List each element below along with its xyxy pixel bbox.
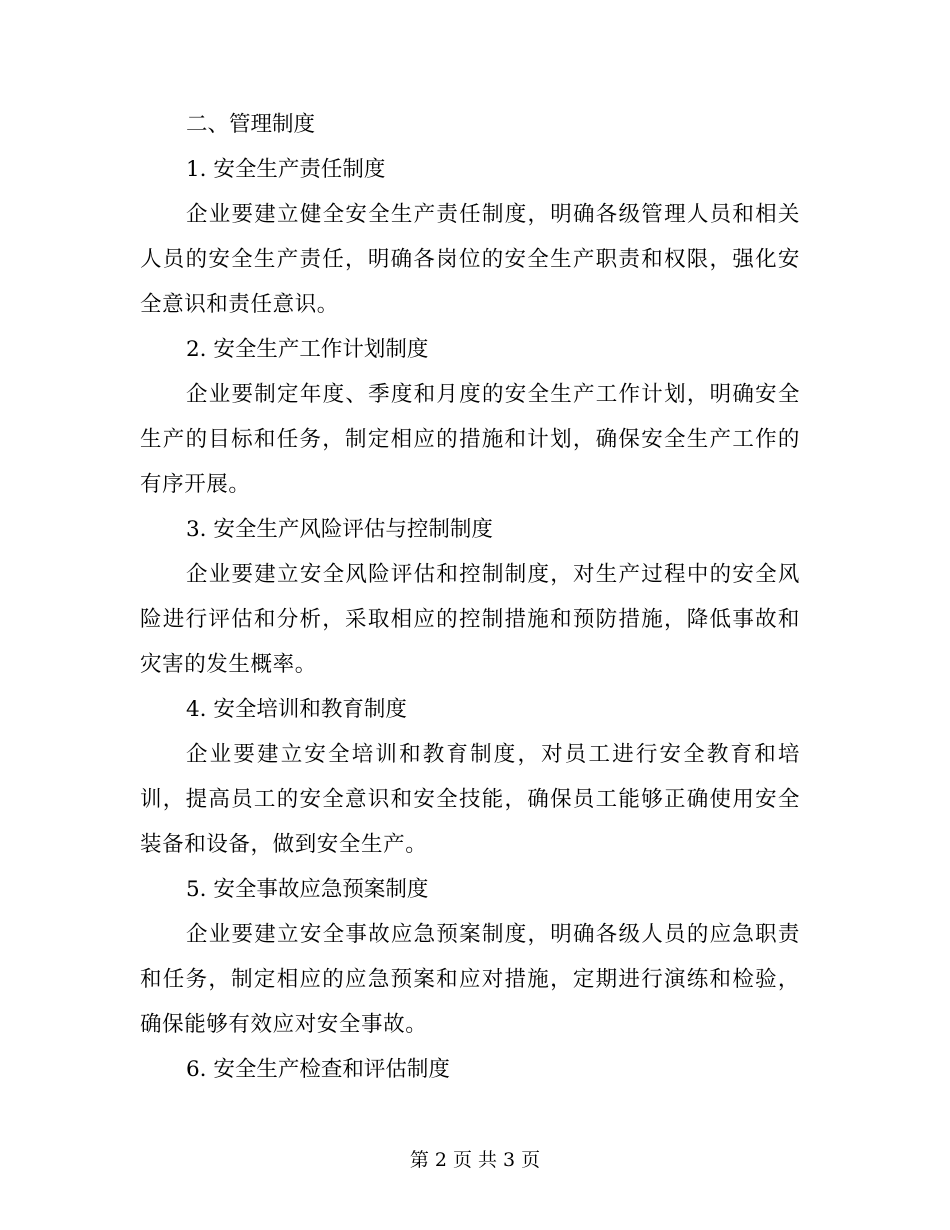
- item-paragraph: 企业要建立健全安全生产责任制度，明确各级管理人员和相关人员的安全生产责任，明确各岗位的安全生产职责和权限，强化安全意识和责任意识。: [140, 202, 800, 317]
- page-number-footer: 第 2 页 共 3 页: [409, 1149, 541, 1171]
- section-title: 二、管理制度: [186, 112, 316, 137]
- item-paragraph: 企业要建立安全培训和教育制度，对员工进行安全教育和培训，提高员工的安全意识和安全技能，确保员工能够正确使用安全装备和设备，做到安全生产。: [140, 742, 800, 857]
- item-paragraph: 企业要建立安全事故应急预案制度，明确各级人员的应急职责和任务，制定相应的应急预案和应对措施，定期进行演练和检验，确保能够有效应对安全事故。: [140, 922, 800, 1037]
- item-heading: 6. 安全生产检查和评估制度: [186, 1057, 450, 1082]
- item-heading: 2. 安全生产工作计划制度: [186, 337, 429, 362]
- document-body: [140, 102, 800, 1092]
- item-paragraph: 企业要制定年度、季度和月度的安全生产工作计划，明确安全生产的目标和任务，制定相应的措施和计划，确保安全生产工作的有序开展。: [140, 382, 800, 497]
- item-paragraph: 企业要建立安全风险评估和控制制度，对生产过程中的安全风险进行评估和分析，采取相应的控制措施和预防措施，降低事故和灾害的发生概率。: [140, 562, 800, 677]
- item-heading: 4. 安全培训和教育制度: [186, 697, 407, 722]
- item-heading: 5. 安全事故应急预案制度: [186, 877, 429, 902]
- item-heading: 1. 安全生产责任制度: [186, 157, 386, 182]
- item-heading: 3. 安全生产风险评估与控制制度: [186, 517, 493, 542]
